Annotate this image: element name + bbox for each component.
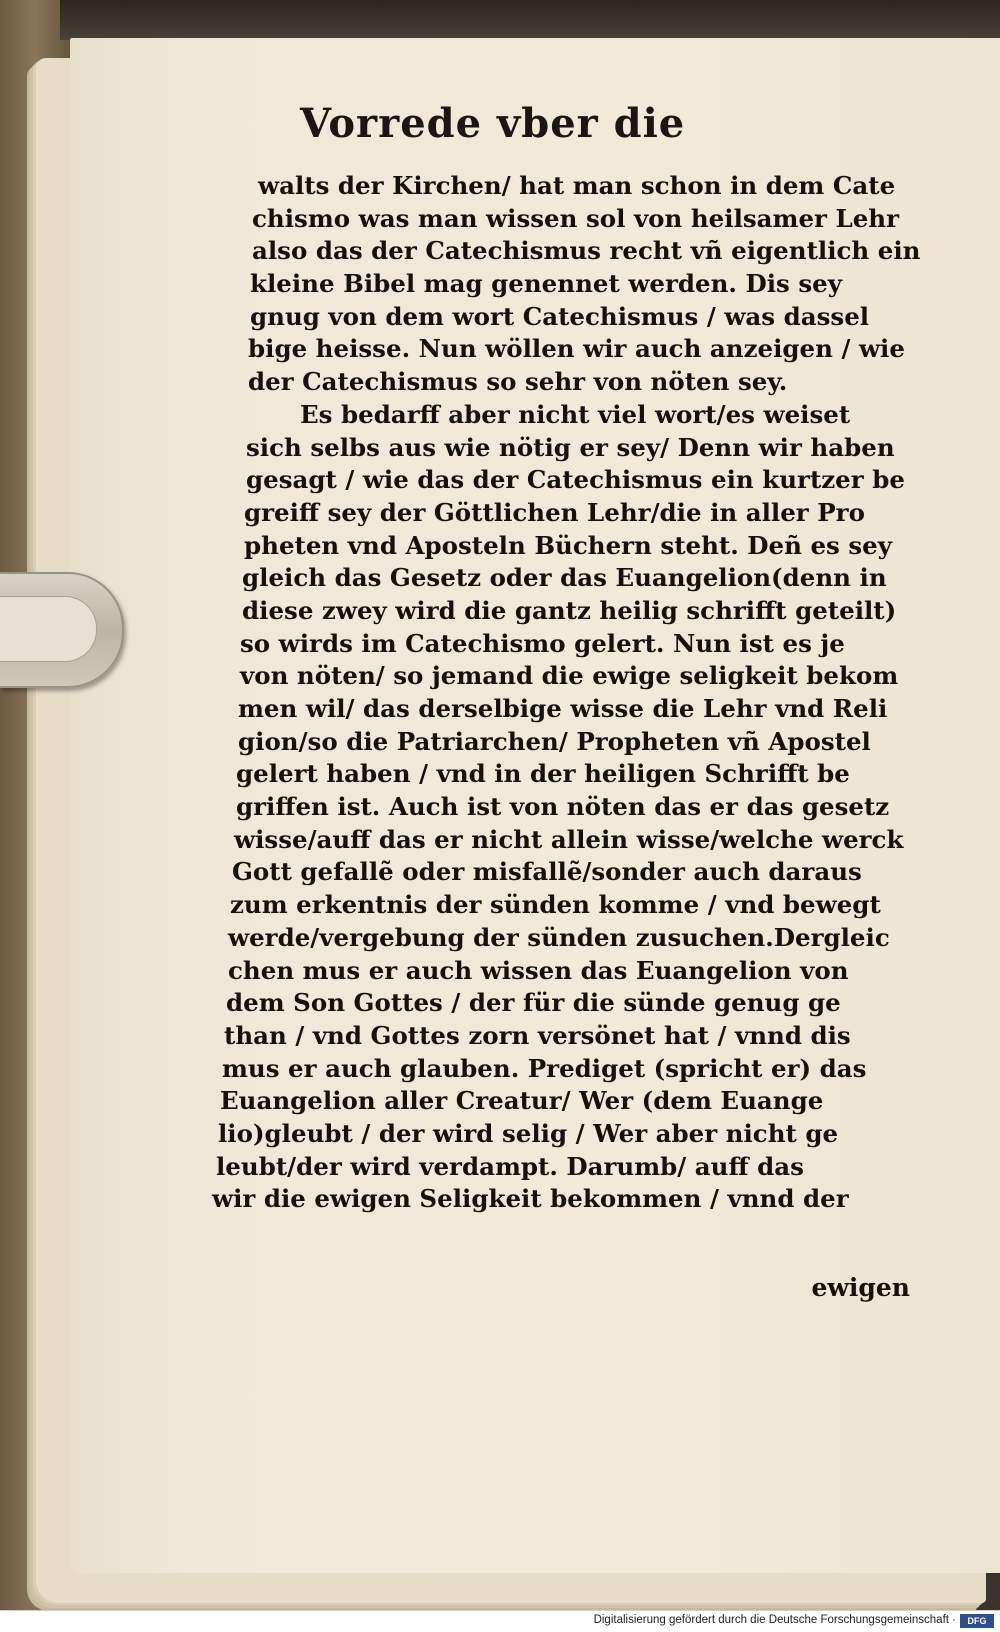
book-cover-top	[60, 0, 1000, 40]
text-line: werde/vergebung der sünden zusuchen.Dergleic	[228, 922, 890, 952]
text-line: sich selbs aus wie nötig er sey/ Denn wir haben	[246, 432, 895, 462]
catchword: ewigen	[811, 1273, 910, 1302]
text-line: chismo was man wissen sol von heilsamer Lehr	[252, 203, 900, 233]
text-line: greiff sey der Göttlichen Lehr/die in aller Pro	[244, 497, 865, 527]
text-line: gnug von dem wort Catechismus / was dassel	[250, 301, 870, 331]
page-title: Vorrede vber die	[300, 100, 686, 147]
text-line: Euangelion aller Creatur/ Wer (dem Euange	[220, 1086, 824, 1116]
text-line: lio)gleubt / der wird selig / Wer aber nicht ge	[218, 1118, 839, 1148]
text-line: gesagt / wie das der Catechismus ein kurtzer be	[246, 465, 905, 495]
text-line: diese zwey wird die gantz heilig schrifft geteilt)	[242, 595, 897, 625]
footer-credit: Digitalisierung gefördert durch die Deutsche Forschungsgemeinschaft ·	[593, 1614, 956, 1626]
text-line: gleich das Gesetz oder das Euangelion(denn in	[242, 563, 887, 593]
text-line: chen mus er auch wissen das Euangelion von	[228, 955, 849, 985]
text-line: walts der Kirchen/ hat man schon in dem Cate	[258, 171, 896, 200]
text-line: bige heisse. Nun wöllen wir auch anzeigen / wie	[248, 334, 905, 364]
text-line: zum erkentnis der sünden komme / vnd bewegt	[230, 890, 881, 920]
text-line: pheten vnd Aposteln Büchern steht. Deñ es sey	[244, 530, 892, 560]
text-line: Gott gefallẽ oder misfallẽ/sonder auch daraus	[232, 857, 862, 887]
text-line: Es bedarff aber nicht viel wort/es weiset	[300, 399, 851, 429]
footer-bar	[0, 1610, 1000, 1632]
text-line: mus er auch glauben. Prediget (spricht er) das	[222, 1053, 867, 1083]
text-line: griffen ist. Auch ist von nöten das er das gesetz	[236, 792, 890, 822]
text-line: so wirds im Catechismo gelert. Nun ist es je	[240, 628, 845, 658]
text-line: men wil/ das derselbige wisse die Lehr vnd Reli	[238, 694, 888, 723]
text-line: der Catechismus so sehr von nöten sey.	[248, 367, 788, 397]
text-line: gelert haben / vnd in der heiligen Schrifft be	[236, 759, 850, 789]
text-line: also das der Catechismus recht vñ eigentlich ein	[252, 236, 921, 266]
text-line: than / vnd Gottes zorn versönet hat / vnnd dis	[224, 1020, 851, 1050]
dfg-logo: DFG	[960, 1614, 994, 1628]
text-line: gion/so die Patriarchen/ Propheten vñ Apostel	[238, 726, 871, 756]
text-line: wir die ewigen Seligkeit bekommen / vnnd der	[212, 1184, 849, 1214]
body-text	[212, 170, 921, 1216]
book-clasp-inner	[0, 596, 97, 662]
text-line: von nöten/ so jemand die ewige seligkeit bekom	[240, 661, 899, 691]
text-line: kleine Bibel mag genennet werden. Dis sey	[250, 269, 842, 299]
text-line: wisse/auff das er nicht allein wisse/welche werck	[234, 824, 904, 854]
text-line: leubt/der wird verdampt. Darumb/ auff das	[216, 1151, 804, 1181]
text-line: dem Son Gottes / der für die sünde genug ge	[226, 988, 841, 1018]
